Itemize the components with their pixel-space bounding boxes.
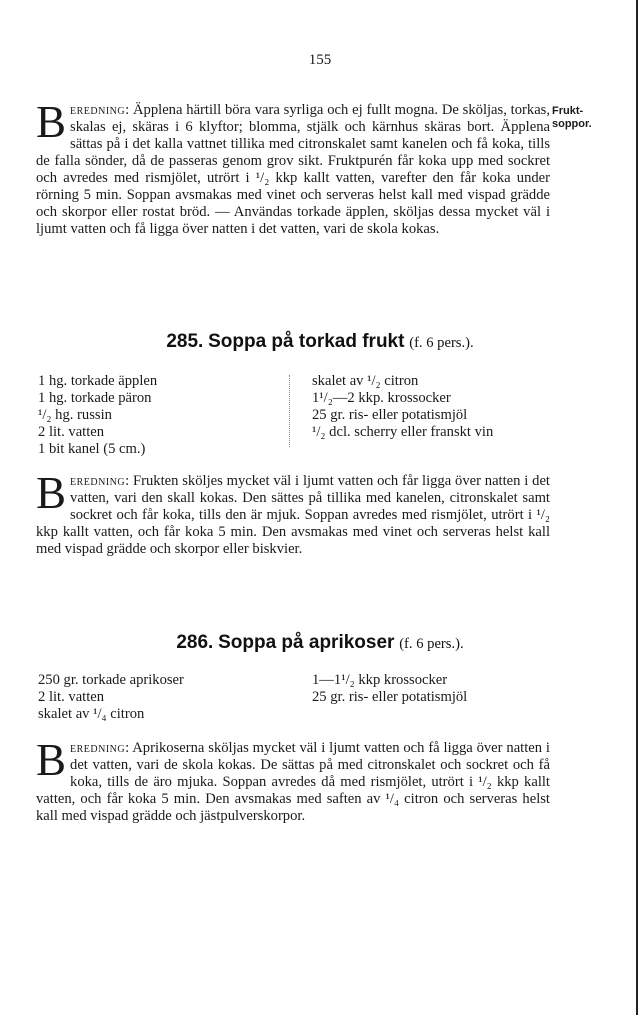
page-edge (636, 0, 638, 1015)
recipe-285-heading (0, 331, 640, 353)
ingredient: 1 hg. torkade äpplen (38, 373, 158, 389)
ingredient: 2 lit. vatten (38, 689, 105, 705)
recipe-285-ingredients-left (38, 373, 157, 458)
ingredient: 1—1¹/₂ kkp krossocker (312, 672, 448, 688)
method-lead: eredning (70, 473, 126, 489)
ingredient: skalet av ¹/₂ citron (312, 373, 419, 389)
recipe-number: 286. (176, 632, 214, 653)
dropcap: B (36, 735, 67, 785)
ingredient: 1 bit kanel (5 cm.) (38, 441, 146, 457)
recipe-number: 285. (166, 331, 204, 352)
method-lead: eredning (70, 102, 126, 118)
ingredient: 1 hg. torkade päron (38, 390, 152, 406)
recipe-286-heading (0, 632, 640, 654)
ingredient: 25 gr. ris- eller potatismjöl (312, 407, 468, 423)
dropcap: B (36, 97, 67, 147)
method-text: : Aprikoserna sköljas mycket väl i ljumt vatten och få ligga över natten i det vatten, vari de skola kokas. De sättas på med citronskalet och sockret och få koka, tills de äro mjuka. Soppan avredes då med rismjölet, utrört i ¹/₂ kkp kallt vatten, och får koka 5 min. Den avsmakas med saften av ¹/₄ citron och serveras helst kall med vispad grädde och jästpulverskorpor. (36, 740, 550, 824)
recipe-286-ingredients-right (312, 672, 467, 706)
recipe-title: Soppa på torkad frukt (208, 331, 405, 352)
intro-paragraph (36, 97, 550, 238)
page-number: 155 (308, 52, 332, 68)
recipe-285-method (36, 468, 550, 558)
ingredient: ¹/₂ hg. russin (38, 407, 112, 423)
ingredient: 25 gr. ris- eller potatismjöl (312, 689, 468, 705)
recipe-285-ingredients-right (312, 373, 493, 441)
recipe-title: Soppa på aprikoser (218, 632, 395, 653)
ingredient: 2 lit. vatten (38, 424, 105, 440)
recipe-286-ingredients-left (38, 672, 184, 723)
recipe-286-method (36, 735, 550, 825)
ingredient: skalet av ¹/₄ citron (38, 706, 145, 722)
ingredient: 1¹/₂—2 kkp. krossocker (312, 390, 451, 406)
method-text: : Frukten sköljes mycket väl i ljumt vatten och får ligga över natten i det vatten, vari den skall kokas. Den sättes på tillika med kanelen, citronskalet samt sockret och får koka, tills den är mjuk. Soppan avredes med rismjölet, utrört i ¹/₂ kkp kallt vatten, och får koka 5 min. Den avsmakas med vinet och serveras helst kall med vispad grädde och skorpor eller biskvier. (36, 473, 550, 557)
dropcap: B (36, 468, 67, 518)
recipe-servings: (f. 6 pers.). (409, 335, 474, 351)
column-separator (289, 375, 290, 447)
margin-note-line: Frukt- (552, 105, 584, 117)
margin-note-line: soppor. (552, 118, 592, 130)
method-lead: eredning (70, 740, 126, 756)
ingredient: 250 gr. torkade aprikoser (38, 672, 184, 688)
ingredient: ¹/₂ dcl. scherry eller franskt vin (312, 424, 494, 440)
intro-text: : Äpplena härtill böra vara syrliga och ej fullt mogna. De sköljas, torkas, skalas ej, skäras i 6 klyftor; blomma, stjälk och kärnhus skäras bort. Äpplena sättas på i det kalla vattnet tillika med citronskalet samt kanelen och få koka, tills de falla sönder, då de passeras genom grov sikt. Fruktpurén får koka upp med sockret och avredes med rismjölet, utrört i ¹/₂ kkp kallt vatten, varefter den får koka under rörning 5 min. Soppan avsmakas med vinet och serveras helst kall med vispad grädde och skorpor eller rostat bröd. — Användas torkade äpplen, sköljas dessa mycket väl i ljumt vatten och få ligga över natten i det vatten, vari de skola kokas. (36, 102, 550, 237)
margin-note (552, 105, 636, 131)
recipe-servings: (f. 6 pers.). (399, 636, 464, 652)
